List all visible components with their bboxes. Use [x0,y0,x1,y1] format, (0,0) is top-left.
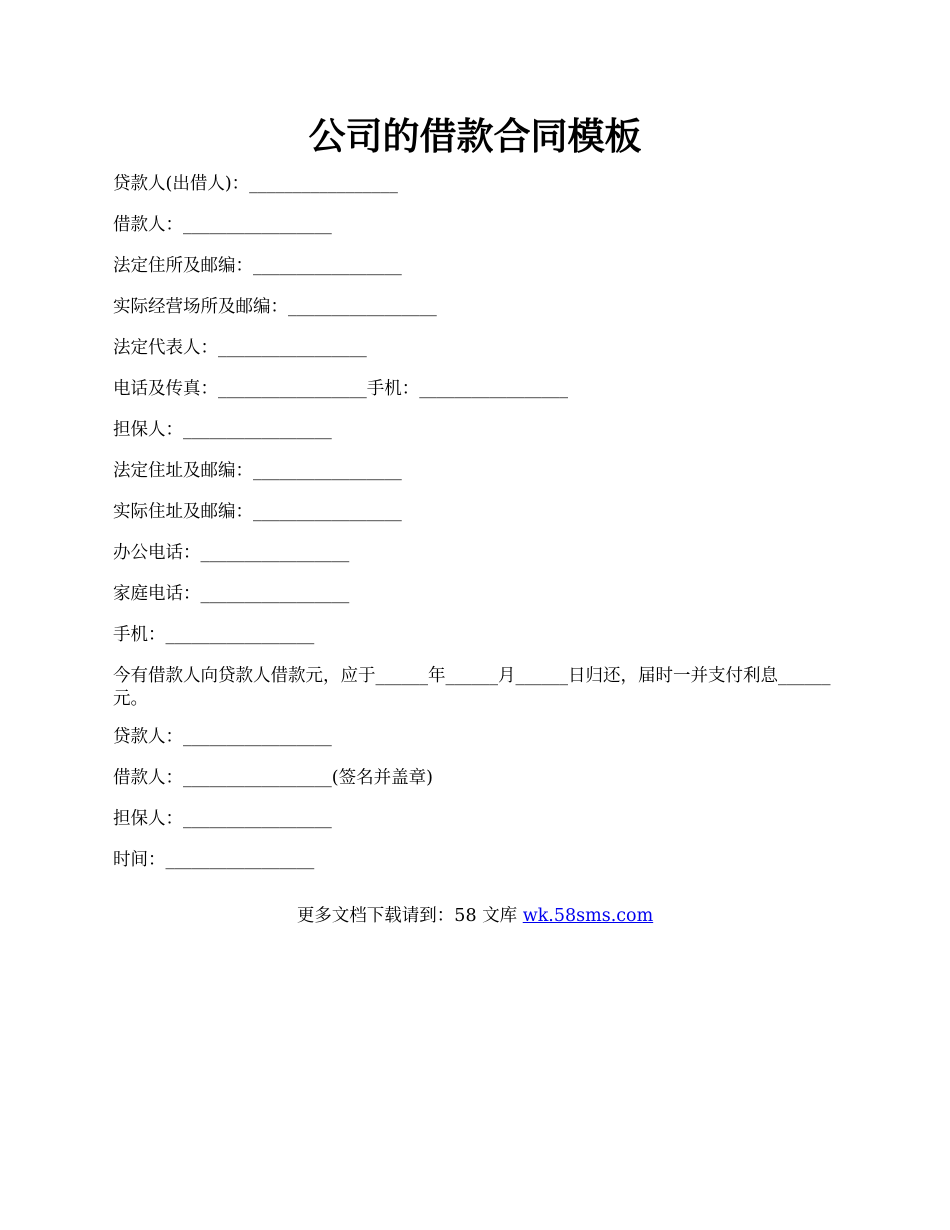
field-home-phone: 家庭电话：_________________ [113,584,350,604]
field-lender: 贷款人(出借人)：_________________ [113,174,398,194]
field-legal-representative: 法定代表人：_________________ [113,338,367,358]
signature-guarantor: 担保人：_________________ [113,809,332,829]
document-body [113,173,843,890]
field-guarantor: 担保人：_________________ [113,420,332,440]
field-borrower: 借款人：_________________ [113,215,332,235]
field-legal-address: 法定住所及邮编：_________________ [113,256,402,276]
field-mobile: 手机：_________________ [113,625,315,645]
footer-link[interactable]: wk.58sms.com [522,906,654,926]
signature-date: 时间：_________________ [113,850,315,870]
field-business-address: 实际经营场所及邮编：_________________ [113,297,437,317]
footer-prefix: 更多文档下载请到：58 文库 [296,906,523,926]
signature-lender: 贷款人：_________________ [113,727,332,747]
signature-borrower: 借款人：_________________(签名并盖章) [113,768,433,788]
field-guarantor-actual-address: 实际住址及邮编：_________________ [113,502,402,522]
field-phone-fax-mobile: 电话及传真：_________________手机：_________________ [113,379,568,399]
loan-statement: 今有借款人向贷款人借款元，应于______年______月______日归还，届时一并支付利息______元。 [113,666,831,709]
field-guarantor-legal-address: 法定住址及邮编：_________________ [113,461,402,481]
footer-note [0,905,950,928]
field-office-phone: 办公电话：_________________ [113,543,350,563]
document-title: 公司的借款合同模板 [308,114,642,158]
